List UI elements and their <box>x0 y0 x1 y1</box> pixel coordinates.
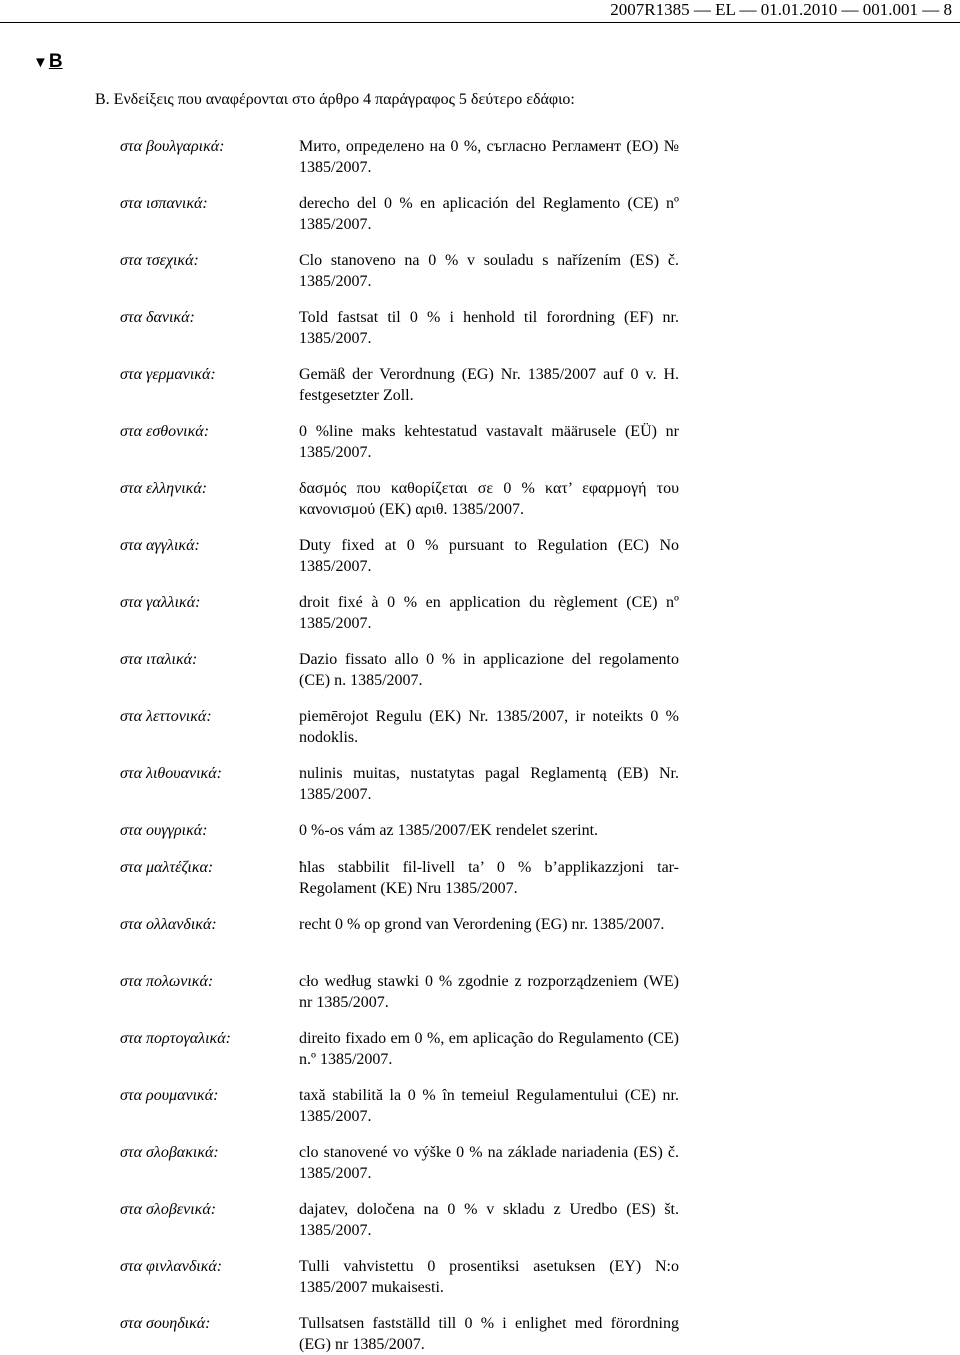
language-label: στα αγγλικά: <box>120 537 200 554</box>
duty-text: nulinis muitas, nustatytas pagal Reglamentą (EB) Nr. 1385/2007. <box>299 765 679 803</box>
language-label: στα λιθουανικά: <box>120 765 222 782</box>
language-label: στα ουγγρικά: <box>120 822 208 839</box>
language-label: στα πολωνικά: <box>120 973 214 990</box>
language-label: στα ιταλικά: <box>120 651 198 668</box>
language-label: στα ελληνικά: <box>120 480 208 497</box>
duty-text: direito fixado em 0 %, em aplicação do Regulamento (CE) n.º 1385/2007. <box>299 1030 679 1068</box>
duty-text: δασμός που καθορίζεται σε 0 % κατ’ εφαρμογή του κανονισμού (ΕΚ) αριθ. 1385/2007. <box>299 480 679 518</box>
duty-text: droit fixé à 0 % en application du règlement (CE) nº 1385/2007. <box>299 594 679 632</box>
duty-text: Мито, определено на 0 %, съгласно Регламент (ЕО) № 1385/2007. <box>299 138 679 176</box>
duty-text: Tullsatsen fastställd till 0 % i enlighet med förordning (EG) nr 1385/2007. <box>299 1315 679 1353</box>
language-label: στα γερμανικά: <box>120 366 216 383</box>
language-label: στα ρουμανικά: <box>120 1087 219 1104</box>
language-label: στα πορτογαλικά: <box>120 1030 231 1047</box>
duty-text: clo stanovené vo výške 0 % na základe nariadenia (ES) č. 1385/2007. <box>299 1144 679 1182</box>
header-rule <box>0 22 960 23</box>
language-label: στα σλοβακικά: <box>120 1144 219 1161</box>
language-label: στα μαλτέζικα: <box>120 859 214 876</box>
duty-text: derecho del 0 % en aplicación del Reglamento (CE) nº 1385/2007. <box>299 195 679 233</box>
duty-text: ħlas stabbilit fil-livell ta’ 0 % b’applikazzjoni tar-Regolament (KE) Nru 1385/2007. <box>299 859 679 897</box>
language-label: στα σλοβενικά: <box>120 1201 217 1218</box>
language-label: στα ισπανικά: <box>120 195 208 212</box>
duty-text: 0 %-os vám az 1385/2007/EK rendelet szerint. <box>299 822 599 839</box>
duty-text: 0 %line maks kehtestatud vastavalt määrusele (EÜ) nr 1385/2007. <box>299 423 679 461</box>
language-label: στα δανικά: <box>120 309 195 326</box>
language-label: στα βουλγαρικά: <box>120 138 225 155</box>
amendment-marker <box>33 50 63 75</box>
language-label: στα γαλλικά: <box>120 594 201 611</box>
duty-text: Told fastsat til 0 % i henhold til forordning (EF) nr. 1385/2007. <box>299 309 679 347</box>
duty-text: Clo stanoveno na 0 % v souladu s nařízením (ES) č. 1385/2007. <box>299 252 679 290</box>
duty-text: Dazio fissato allo 0 % in applicazione del regolamento (CE) n. 1385/2007. <box>299 651 679 689</box>
marker-label: B <box>48 51 63 72</box>
language-label: στα εσθονικά: <box>120 423 210 440</box>
language-label: στα φινλανδικά: <box>120 1258 223 1275</box>
duty-text: Duty fixed at 0 % pursuant to Regulation (EC) No 1385/2007. <box>299 537 679 575</box>
language-label: στα λεττονικά: <box>120 708 212 725</box>
section-heading: B. Ενδείξεις που αναφέρονται στο άρθρο 4 παράγραφος 5 δεύτερο εδάφιο: <box>95 91 575 108</box>
triangle-down-icon: ▼ <box>33 54 48 71</box>
duty-text: dajatev, določena na 0 % v skladu z Uredbo (ES) št. 1385/2007. <box>299 1201 679 1239</box>
duty-text: Gemäß der Verordnung (EG) Nr. 1385/2007 auf 0 v. H. festgesetzter Zoll. <box>299 366 679 404</box>
duty-text: piemērojot Regulu (EK) Nr. 1385/2007, ir noteikts 0 % nodoklis. <box>299 708 679 746</box>
running-header: 2007R1385 — EL — 01.01.2010 — 001.001 — 8 <box>610 0 952 19</box>
duty-text: Tulli vahvistettu 0 prosentiksi asetuksen (EY) N:o 1385/2007 mukaisesti. <box>299 1258 679 1296</box>
duty-text: taxă stabilită la 0 % în temeiul Regulamentului (CE) nr. 1385/2007. <box>299 1087 679 1125</box>
language-label: στα σουηδικά: <box>120 1315 211 1332</box>
duty-text: cło według stawki 0 % zgodnie z rozporządzeniem (WE) nr 1385/2007. <box>299 973 679 1011</box>
language-label: στα ολλανδικά: <box>120 916 217 933</box>
duty-text: recht 0 % op grond van Verordening (EG) nr. 1385/2007. <box>299 916 665 933</box>
language-label: στα τσεχικά: <box>120 252 199 269</box>
